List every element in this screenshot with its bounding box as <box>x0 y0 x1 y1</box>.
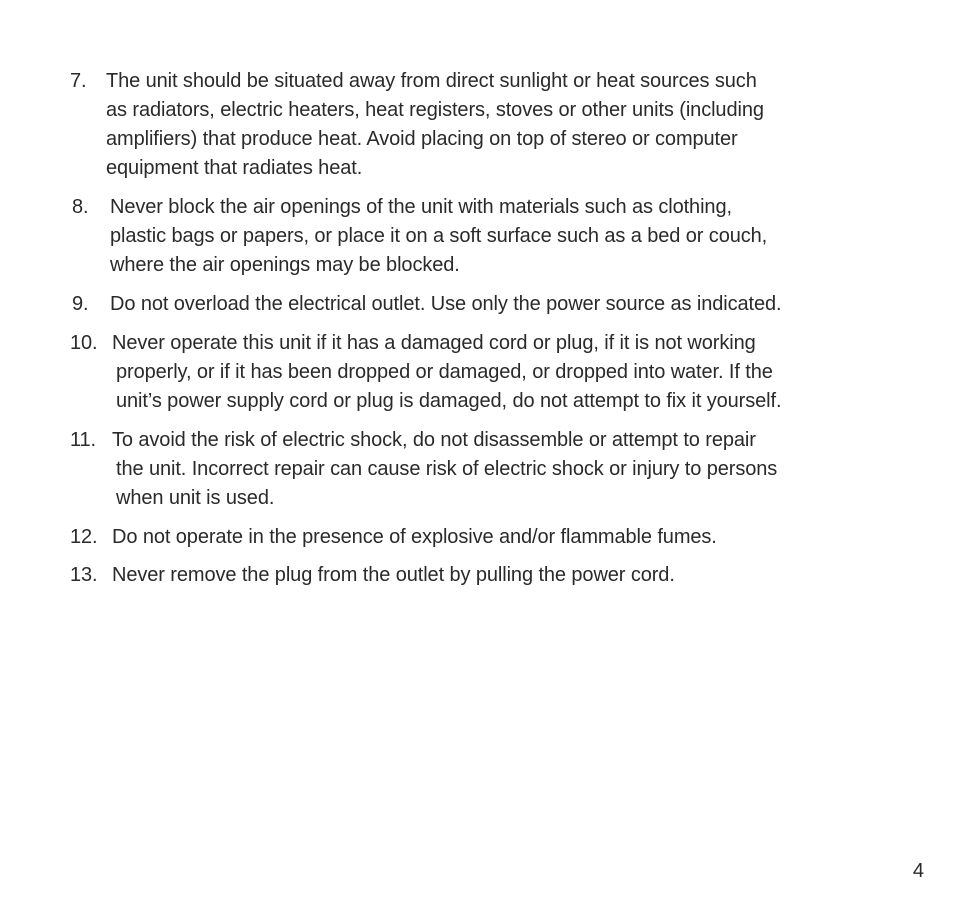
item-number: 9. <box>72 293 89 315</box>
item-text-line: the unit. Incorrect repair can cause risk of electric shock or injury to persons <box>116 458 778 480</box>
item-text-line: Never block the air openings of the unit with materials such as clothing, <box>110 196 732 218</box>
list-item-12 <box>70 523 717 552</box>
item-text-line: The unit should be situated away from direct sunlight or heat sources such <box>106 70 757 92</box>
list-item-11 <box>70 426 777 513</box>
item-text-line: properly, or if it has been dropped or damaged, or dropped into water. If the <box>116 361 773 383</box>
item-text-line: Do not operate in the presence of explosive and/or flammable fumes. <box>112 526 717 548</box>
item-text-line: where the air openings may be blocked. <box>110 254 460 276</box>
list-item-13 <box>70 561 675 590</box>
item-text-line: plastic bags or papers, or place it on a soft surface such as a bed or couch, <box>110 225 768 247</box>
item-text-line: amplifiers) that produce heat. Avoid placing on top of stereo or computer <box>106 128 738 150</box>
item-text-line: Never operate this unit if it has a damaged cord or plug, if it is not working <box>112 332 756 354</box>
list-item-7 <box>70 67 764 183</box>
item-number: 10. <box>70 332 98 354</box>
item-number: 12. <box>70 526 98 548</box>
item-text-line: unit’s power supply cord or plug is damaged, do not attempt to fix it yourself. <box>116 390 782 412</box>
item-text-line: Do not overload the electrical outlet. Use only the power source as indicated. <box>110 293 782 315</box>
list-item-10 <box>70 329 781 416</box>
item-text-line: To avoid the risk of electric shock, do not disassemble or attempt to repair <box>112 429 756 451</box>
item-number: 7. <box>70 70 87 92</box>
item-text-line: as radiators, electric heaters, heat registers, stoves or other units (including <box>106 99 764 121</box>
item-number: 11. <box>70 429 97 451</box>
list-item-8 <box>72 193 767 280</box>
item-text-line: Never remove the plug from the outlet by pulling the power cord. <box>112 564 675 586</box>
page-number: 4 <box>912 860 924 882</box>
item-number: 8. <box>72 196 89 218</box>
item-text-line: equipment that radiates heat. <box>106 157 363 179</box>
item-number: 13. <box>70 564 98 586</box>
list-item-9 <box>72 290 781 319</box>
item-text-line: when unit is used. <box>116 487 275 509</box>
